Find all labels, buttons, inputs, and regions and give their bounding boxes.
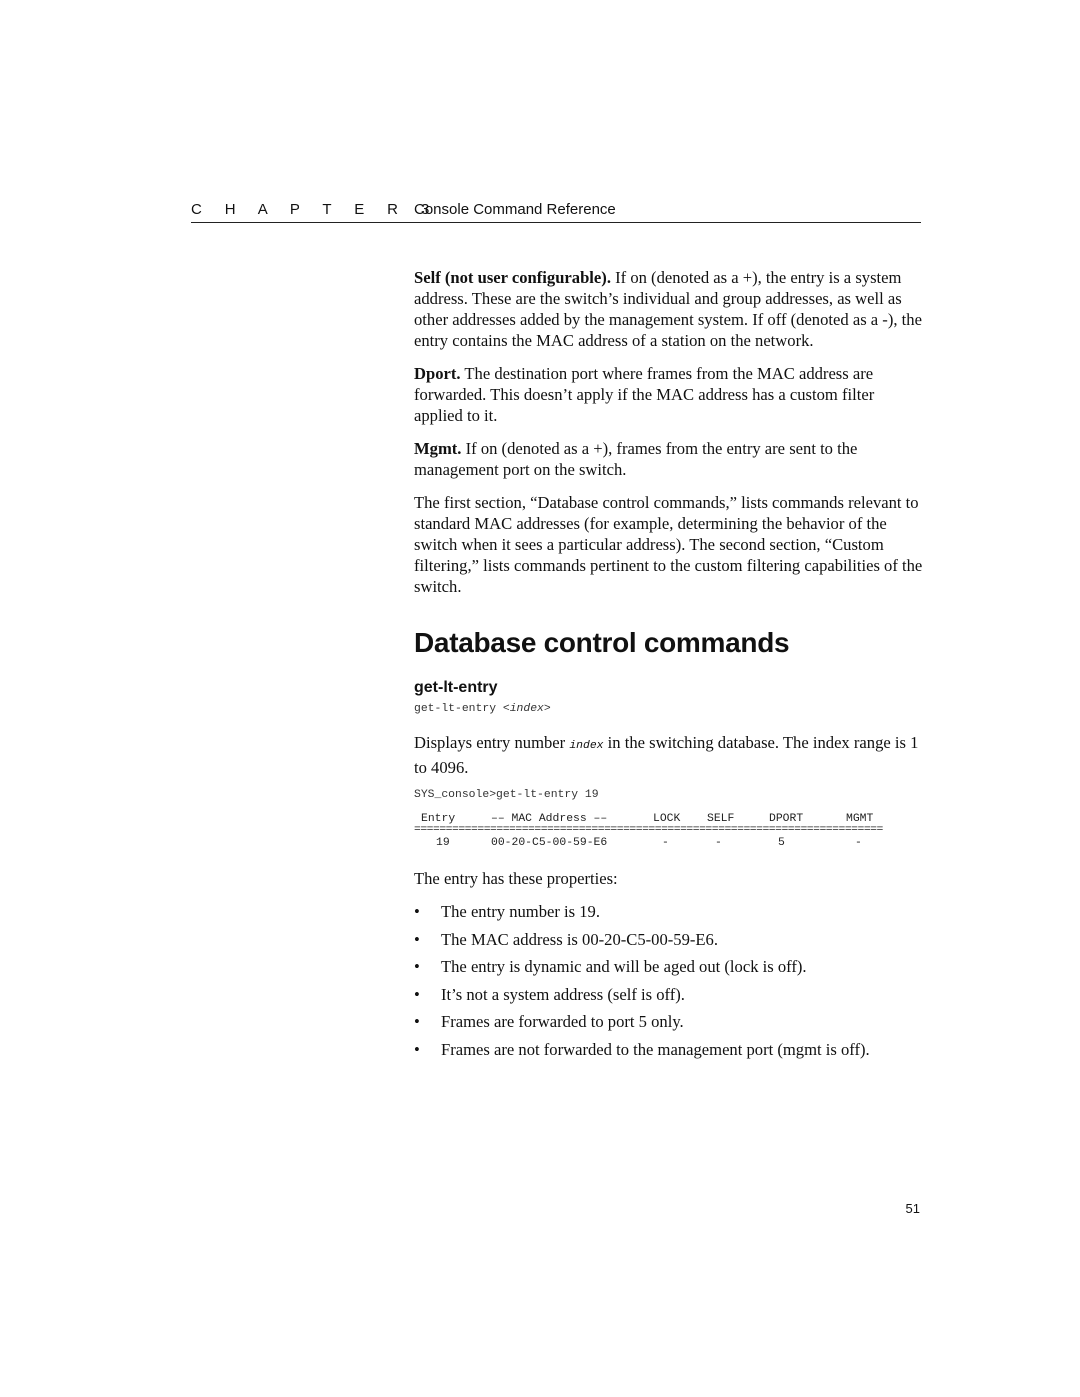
list-item-text: The entry is dynamic and will be aged out (lock is off). — [441, 957, 807, 976]
cell-dport: 5 — [778, 837, 785, 849]
list-item-text: Frames are not forwarded to the management port (mgmt is off). — [441, 1039, 870, 1059]
properties-list — [414, 901, 924, 1060]
bullet-icon: • — [414, 902, 420, 921]
desc-after: in the switching database. The index range is 1 to 4096. — [414, 733, 919, 777]
console-table — [414, 812, 924, 868]
list-item — [414, 929, 924, 950]
term-dport: Dport. — [414, 364, 461, 383]
page-number: 51 — [905, 1201, 920, 1216]
command-heading: get-lt-entry — [414, 679, 498, 696]
list-item — [414, 1039, 924, 1060]
bullet-icon: • — [414, 984, 420, 1004]
cell-entry: 19 — [436, 837, 450, 849]
col-header-entry: Entry — [421, 813, 456, 825]
desc-before: Displays entry number — [414, 733, 570, 752]
syntax-argument: <index> — [502, 703, 551, 715]
list-item-text: It’s not a system address (self is off). — [441, 984, 685, 1004]
paragraph-intro: The first section, “Database control commands,” lists commands relevant to standard MAC addresses (for example, determining the behavior of the switch when it sees a particular address). The second section, “Custom filtering,” lists commands pertinent to the custom filtering capabilities of the switch. — [414, 493, 923, 596]
list-item — [414, 984, 924, 1005]
term-self: Self (not user configurable). — [414, 268, 611, 287]
bullet-icon: • — [414, 1012, 420, 1031]
bullet-icon: • — [414, 957, 420, 976]
list-item — [414, 901, 924, 922]
desc-argument: index — [569, 740, 604, 752]
console-prompt: SYS_console>get-lt-entry 19 — [414, 789, 599, 801]
paragraph-self — [414, 267, 924, 351]
col-header-mgmt: MGMT — [846, 813, 874, 825]
text-mgmt: If on (denoted as a +), frames from the entry are sent to the management port on the switch. — [414, 439, 858, 479]
cell-self: - — [715, 837, 722, 849]
bullet-icon: • — [414, 1039, 420, 1059]
paragraph-dport — [414, 363, 924, 426]
command-syntax — [414, 702, 924, 716]
cell-mgmt: - — [855, 837, 862, 849]
syntax-command: get-lt-entry — [414, 703, 503, 715]
chapter-label: C H A P T E R 3 — [191, 201, 439, 218]
list-item-text: The entry number is 19. — [441, 902, 600, 921]
list-item — [414, 956, 924, 977]
col-header-mac: –– MAC Address –– — [491, 813, 608, 825]
header-rule: ========================================================================== — [414, 824, 883, 830]
text-dport: The destination port where frames from the MAC address are forwarded. This doesn’t apply if the MAC address has a custom filter applied to it. — [414, 364, 875, 425]
list-item-text: Frames are forwarded to port 5 only. — [441, 1012, 684, 1031]
list-item — [414, 1011, 924, 1032]
main-column — [414, 267, 924, 1066]
bullet-icon: • — [414, 929, 420, 949]
running-header — [191, 200, 921, 223]
col-header-self: SELF — [707, 813, 735, 825]
command-description — [414, 732, 924, 778]
term-mgmt: Mgmt. — [414, 439, 462, 458]
chapter-title: Console Command Reference — [414, 201, 616, 218]
cell-mac: 00-20-C5-00-59-E6 — [491, 837, 608, 849]
section-title: Database control commands — [414, 627, 790, 658]
col-header-lock: LOCK — [653, 813, 681, 825]
properties-intro: The entry has these properties: — [414, 869, 618, 888]
col-header-dport: DPORT — [769, 813, 804, 825]
paragraph-mgmt — [414, 438, 924, 480]
list-item-text: The MAC address is 00-20-C5-00-59-E6. — [441, 929, 718, 949]
text-self: If on (denoted as a +), the entry is a system address. These are the switch’s individual and group addresses, as well as other addresses added by the management system. If off (denoted as a -), the entry contains the MAC address of a station on the network. — [414, 268, 922, 350]
cell-lock: - — [662, 837, 669, 849]
